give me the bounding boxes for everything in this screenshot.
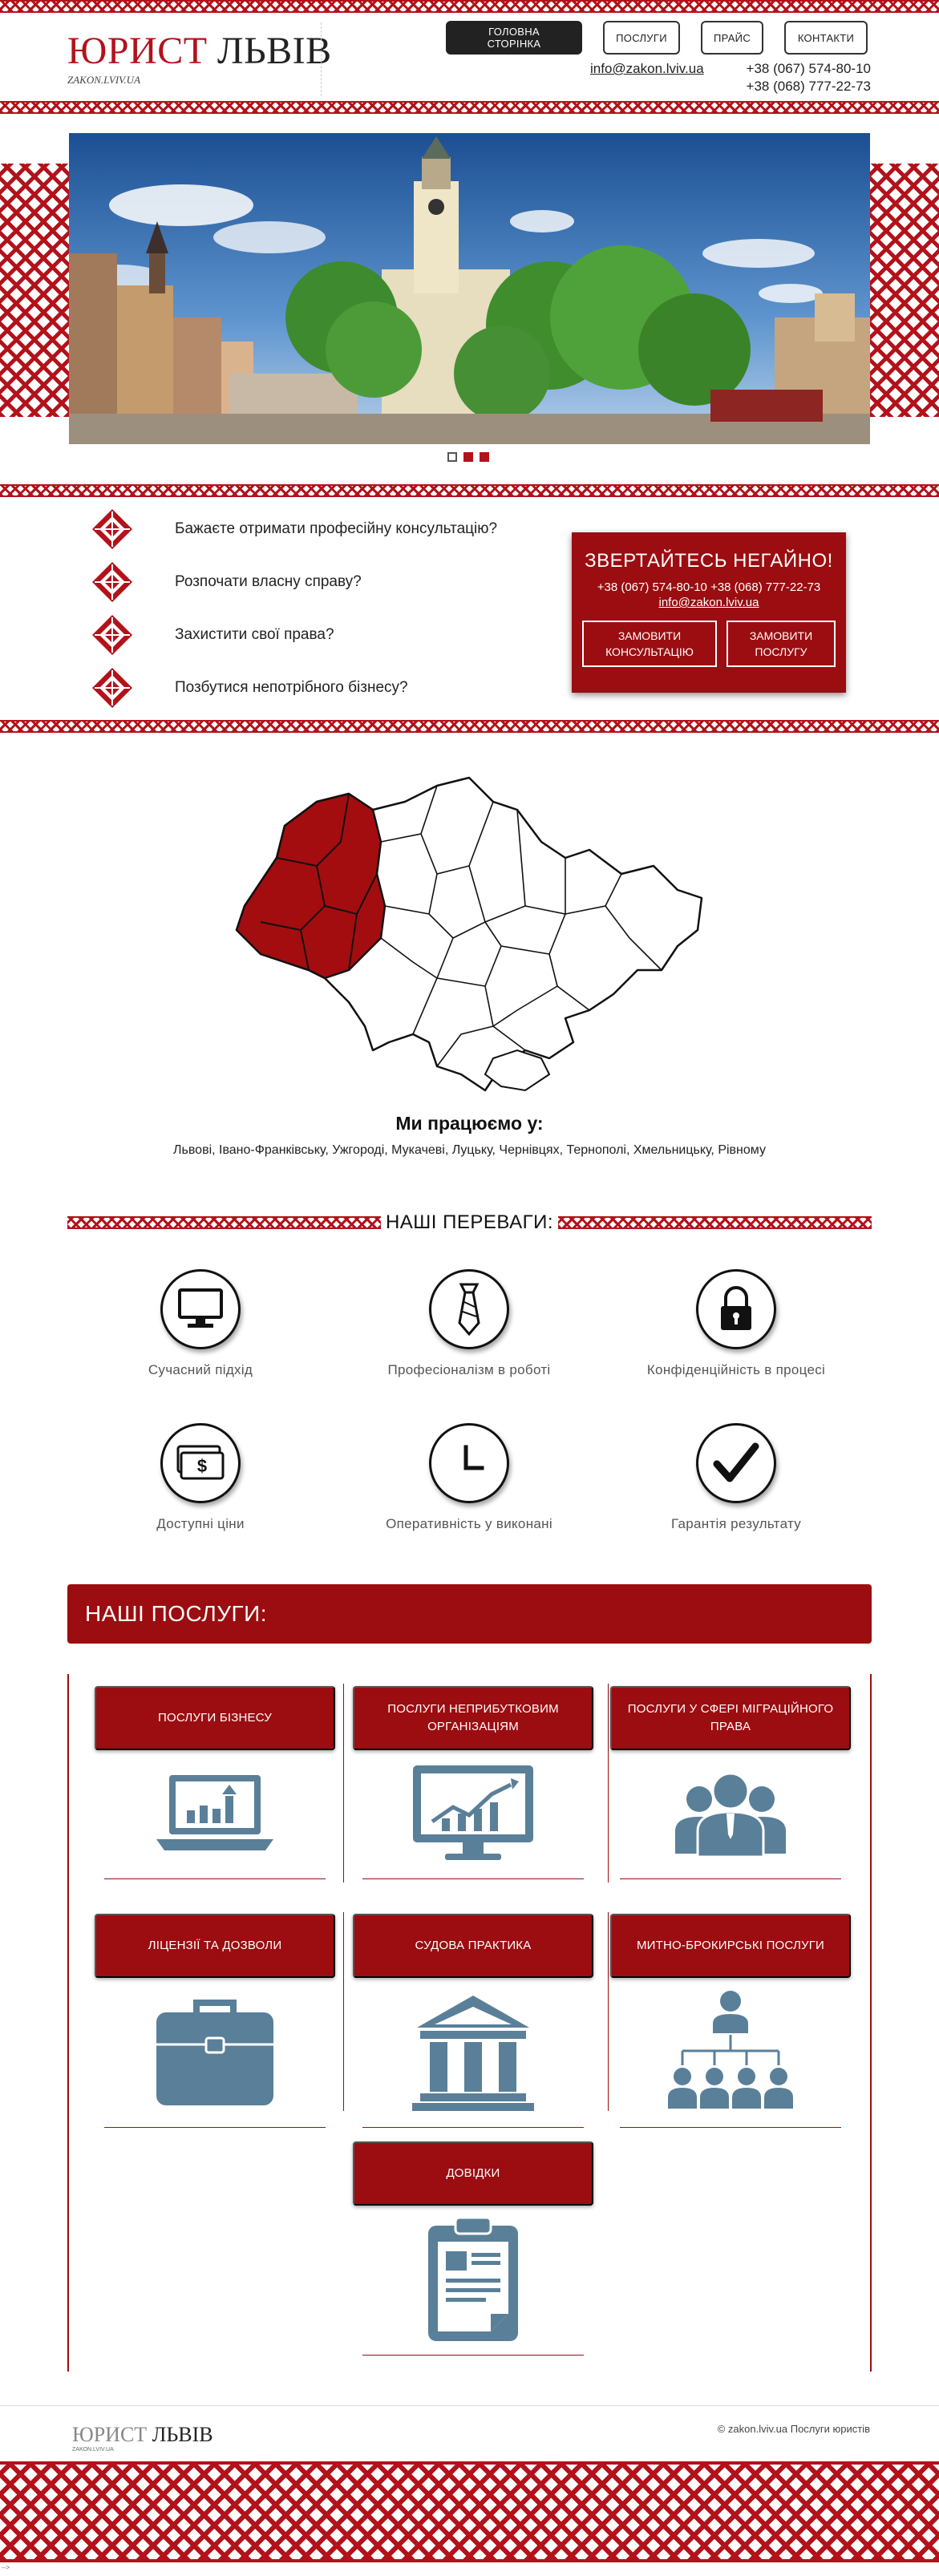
call-phones: +38 (067) 574-80-10 +38 (068) 777-22-73: [597, 580, 821, 594]
hierarchy-icon: [610, 1978, 851, 2127]
monitor-icon: [160, 1269, 241, 1349]
advantage-label: Професіоналізм в роботі: [387, 1362, 551, 1377]
service-underline: [362, 2127, 584, 2128]
question-item: [91, 667, 408, 709]
advantage-item: [616, 1269, 856, 1378]
footer-logo[interactable]: [72, 2424, 213, 2453]
advantage-item: [80, 1269, 321, 1378]
ornament-diamond-icon: [91, 614, 133, 656]
call-email-link[interactable]: info@zakon.lviv.ua: [658, 596, 759, 609]
question-item: [91, 561, 362, 603]
courthouse-icon: [353, 1978, 593, 2127]
service-card: [95, 1914, 335, 2128]
ukraine-map: [229, 770, 710, 1098]
call-title: ЗВЕРТАЙТЕСЬ НЕГАЙНО!: [585, 550, 833, 572]
services-divider: [343, 1684, 344, 1882]
services-title-banner: НАШІ ПОСЛУГИ:: [67, 1584, 872, 1644]
hero-right-ornament: [870, 164, 939, 417]
nav-price-button[interactable]: ПРАЙС: [701, 21, 763, 55]
footer-divider: [0, 2405, 939, 2406]
check-icon: [696, 1423, 776, 1503]
service-underline: [362, 1878, 584, 1879]
laptop-chart-icon: [95, 1750, 335, 1878]
service-migration-button[interactable]: ПОСЛУГИ У СФЕРІ МІГРАЦІЙНОГО ПРАВА: [610, 1686, 851, 1750]
header-contacts: [590, 61, 871, 95]
services-divider: [608, 1684, 609, 1882]
footer-copyright: © zakon.lviv.ua Послуги юристів: [717, 2423, 870, 2435]
advantages-ornament-right: [558, 1216, 872, 1229]
advantage-item: [616, 1423, 856, 1532]
question-text: Бажаєте отримати професійну консультацію?: [175, 520, 498, 537]
slider-dots: [447, 452, 489, 462]
service-business-button[interactable]: ПОСЛУГИ БІЗНЕСУ: [95, 1686, 335, 1750]
question-text: Позбутися непотрібного бізнесу?: [175, 679, 408, 696]
service-customs-button[interactable]: МИТНО-БРОКИРСЬКІ ПОСЛУГИ: [610, 1914, 851, 1978]
service-card: [95, 1686, 335, 1879]
briefcase-icon: [95, 1978, 335, 2127]
advantage-label: Доступні ціни: [156, 1516, 245, 1531]
ornament-diamond-icon: [91, 508, 133, 550]
clipboard-icon: [353, 2206, 593, 2355]
advantage-label: Сучасний підхід: [148, 1362, 253, 1377]
service-card: [353, 2141, 593, 2356]
advantage-item: [80, 1423, 321, 1532]
header-phone-1: +38 (067) 574-80-10: [746, 61, 871, 76]
service-underline: [620, 1878, 841, 1879]
slider-dot-3[interactable]: [480, 452, 489, 462]
people-group-icon: [610, 1750, 851, 1878]
consult-top-ornament: [0, 484, 939, 497]
advantages-header: [67, 1211, 872, 1235]
footer-logo-dark-word: ЛЬВІВ: [152, 2423, 213, 2446]
call-buttons: [572, 621, 846, 667]
advantages-title: НАШІ ПЕРЕВАГИ:: [385, 1211, 554, 1233]
question-item: [91, 614, 334, 656]
slider-dot-1[interactable]: [447, 452, 457, 462]
service-card: [610, 1686, 851, 1879]
service-card: [353, 1686, 593, 1879]
call-to-action-box: [572, 532, 846, 693]
service-nonprofit-button[interactable]: ПОСЛУГИ НЕПРИБУТКОВИМ ОРГАНІЗАЦІЯМ: [353, 1686, 593, 1750]
footer-logo-subtitle: ZAKON.LVIV.UA: [72, 2447, 114, 2453]
ornament-diamond-icon: [91, 561, 133, 603]
services-divider: [608, 1912, 609, 2111]
tie-icon: [429, 1269, 509, 1349]
order-service-button[interactable]: ЗАМОВИТИ ПОСЛУГУ: [727, 621, 836, 667]
advantage-item: [349, 1423, 589, 1532]
work-title: Ми працюємо у:: [395, 1113, 544, 1134]
header-email-link[interactable]: info@zakon.lviv.ua: [590, 61, 704, 76]
question-item: [91, 508, 497, 550]
hero-slider-image[interactable]: [69, 133, 870, 444]
service-underline: [104, 2127, 326, 2128]
logo[interactable]: [67, 32, 332, 87]
service-card: [610, 1914, 851, 2128]
header-phone-2: +38 (068) 777-22-73: [746, 79, 871, 94]
slider-dot-2[interactable]: [463, 452, 473, 462]
lock-icon: [696, 1269, 776, 1349]
main-nav: [446, 21, 868, 55]
advantage-label: Гарантія результату: [670, 1516, 802, 1531]
stray-comment-text: -->: [2, 2564, 10, 2571]
service-underline: [362, 2355, 584, 2356]
header-divider: [321, 22, 322, 96]
logo-red-word: ЮРИСТ: [67, 30, 208, 72]
services-divider: [343, 1912, 344, 2111]
svg-text:$: $: [196, 1456, 208, 1476]
footer-logo-light-word: ЮРИСТ: [72, 2423, 148, 2446]
nav-home-button[interactable]: ГОЛОВНА СТОРІНКА: [446, 21, 582, 55]
advantage-label: Конфіденційність в процесі: [646, 1362, 826, 1377]
service-card: [353, 1914, 593, 2128]
hero-left-ornament: [0, 164, 69, 417]
logo-subtitle: ZAKON.LVIV.UA: [67, 74, 141, 86]
advantage-label: Оперативність у виконані: [386, 1516, 552, 1531]
top-ornament: [0, 0, 939, 13]
work-cities: Львові, Івано-Франківську, Ужгороді, Мукачеві, Луцьку, Чернівцях, Тернополі, Хмельницьку, Рівному: [173, 1143, 766, 1157]
clock-icon: [429, 1423, 509, 1503]
service-court-button[interactable]: СУДОВА ПРАКТИКА: [353, 1914, 593, 1978]
advantages-ornament-left: [67, 1216, 381, 1229]
logo-dark-word: ЛЬВІВ: [217, 30, 332, 72]
hero-top-ornament: [0, 101, 939, 114]
money-icon: [160, 1423, 241, 1503]
ornament-diamond-icon: [91, 667, 133, 709]
advantage-item: [349, 1269, 589, 1378]
question-text: Захистити свої права?: [175, 626, 334, 643]
service-licenses-button[interactable]: ЛІЦЕНЗІЇ ТА ДОЗВОЛИ: [95, 1914, 335, 1978]
service-certificates-button[interactable]: ДОВІДКИ: [353, 2141, 593, 2206]
nav-services-button[interactable]: ПОСЛУГИ: [603, 21, 680, 55]
nav-contacts-button[interactable]: КОНТАКТИ: [784, 21, 868, 55]
footer-ornament: [0, 2461, 939, 2562]
monitor-chart-icon: [353, 1750, 593, 1878]
consult-section: [0, 499, 939, 722]
question-text: Розпочати власну справу?: [175, 573, 362, 590]
service-underline: [104, 1878, 326, 1879]
service-underline: [620, 2127, 841, 2128]
consult-bottom-ornament: [0, 720, 939, 733]
order-consultation-button[interactable]: ЗАМОВИТИ КОНСУЛЬТАЦІЮ: [582, 621, 717, 667]
